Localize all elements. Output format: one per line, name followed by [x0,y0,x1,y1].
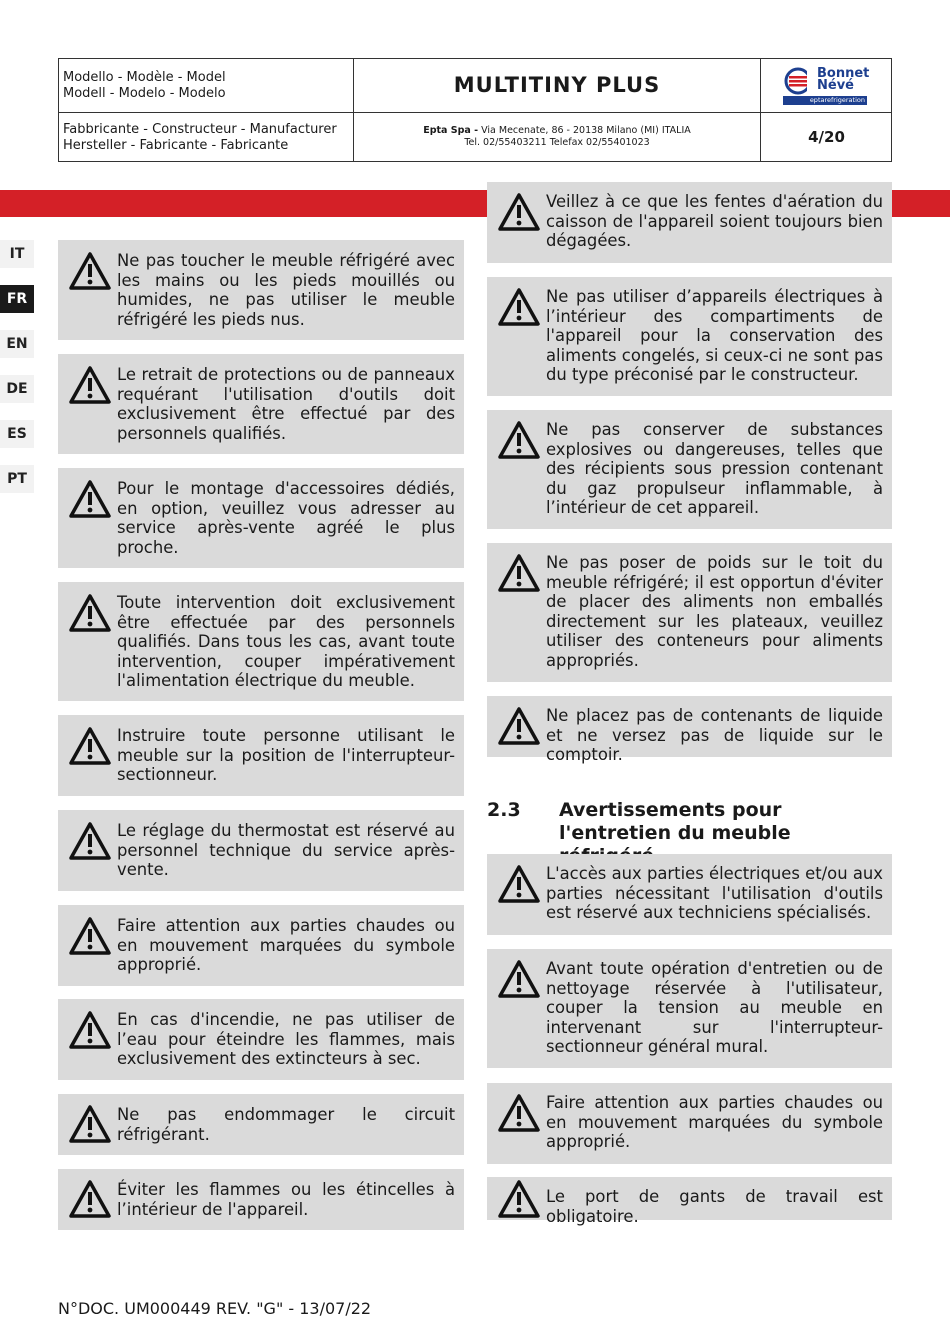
warning-text: Ne pas poser de poids sur le toit du meuble réfrigéré; il est opportun d'éviter de placer des aliments non emballés directement sur les plateaux, veuillez utiliser des conteneurs pour aliments appropriés. [546,553,883,670]
document-header [58,58,892,162]
warning-triangle-icon [497,1093,541,1133]
warning-triangle-icon [68,726,112,766]
model-label [59,59,353,112]
warning-triangle-icon [497,959,541,999]
tab-lang-en[interactable]: EN [0,330,34,358]
warning-text: Éviter les flammes ou les étincelles à l’intérieur de l'appareil. [117,1180,455,1219]
logo-mark-icon [783,67,815,95]
warning-text: Avant toute opération d'entretien ou de nettoyage réservée à l'utilisateur, couper la tension au meuble en intervenant sur l'interrupteur-sectionneur général mural. [546,959,883,1056]
warning-triangle-icon [497,553,541,593]
warning-triangle-icon [497,706,541,746]
warning-text: Ne pas conserver de substances explosives ou dangereuses, telles que des récipients sous pression contenant du gaz propulseur inflammable, à l’intérieur de cet appareil. [546,420,883,517]
manufacturer-label [59,112,353,162]
manufacturer-name: Epta Spa - [423,125,479,136]
warning-triangle-icon [497,287,541,327]
warning-text: Le réglage du thermostat est réservé au personnel technique du service après-vente. [117,821,455,879]
warning-box [487,1083,892,1164]
tab-lang-it[interactable]: IT [0,240,34,268]
manufacturer-label-line2: Hersteller - Fabricante - Fabricante [63,138,289,153]
manufacturer-info [354,113,760,149]
warning-text: Le port de gants de travail est obligatoire. [546,1187,883,1226]
warning-box [58,354,464,454]
language-tabs [0,240,34,510]
warning-box [487,543,892,682]
logo-text-bonnet: Bonnet [817,66,870,81]
tab-lang-es[interactable]: ES [0,420,34,448]
warning-triangle-icon [68,479,112,519]
manufacturer-address: Via Mecenate, 86 - 20138 Milano (MI) ITALIA [481,125,691,136]
warning-text: Ne pas utiliser d’appareils électriques à l’intérieur des compartiments de l'appareil pour la conservation des aliments congelés, si ceux-ci ne sont pas du type préconisé par le constructeur. [546,287,883,384]
warning-box [487,182,892,263]
warning-box [58,582,464,701]
warning-text: Le retrait de protections ou de panneaux requérant l'utilisation d'outils doit exclusivement être effectué par des personnels qualifiés. [117,365,455,443]
warning-box [58,1169,464,1230]
bonnet-neve-logo [783,67,871,105]
tab-lang-pt[interactable]: PT [0,465,34,493]
product-cell [353,59,761,112]
warning-text: Veillez à ce que les fentes d'aération du caisson de l'appareil soient toujours bien dégagées. [546,192,883,250]
warning-text: Ne pas endommager le circuit réfrigérant. [117,1105,455,1144]
warning-text: Instruire toute personne utilisant le meuble sur la position de l'interrupteur-sectionneur. [117,726,455,784]
manufacturer-cell [353,112,761,162]
manufacturer-label-line1: Fabbricante - Constructeur - Manufacturer [63,122,337,137]
warning-triangle-icon [68,593,112,633]
warning-text: Pour le montage d'accessoires dédiés, en option, veuillez vous adresser au service après-vente agréé le plus proche. [117,479,455,557]
warning-triangle-icon [68,251,112,291]
warning-text: Ne pas toucher le meuble réfrigéré avec les mains ou les pieds mouillés ou humides, ne pas utiliser le meuble réfrigéré les pieds nus. [117,251,455,329]
warning-box [487,696,892,764]
warning-triangle-icon [68,1010,112,1050]
page-number: 4/20 [808,128,845,146]
logo-text-neve: Névé [817,78,854,93]
warning-triangle-icon [497,192,541,232]
page-cell [761,112,892,162]
warning-text: Faire attention aux parties chaudes ou en mouvement marquées du symbole approprié. [546,1093,883,1151]
warning-box [487,410,892,529]
warning-triangle-icon [68,1179,112,1219]
model-label-line1: Modello - Modèle - Model [63,70,226,85]
warning-text: Faire attention aux parties chaudes ou en mouvement marquées du symbole approprié. [117,916,455,974]
warning-box [487,854,892,935]
warning-box [58,468,464,568]
warning-text: L'accès aux parties électriques et/ou aux parties nécessitant l'utilisation d'outils est réservé aux techniciens spécialisés. [546,864,883,922]
tab-lang-de[interactable]: DE [0,375,34,403]
section-number: 2.3 [487,799,521,821]
model-label-line2: Modell - Modelo - Modelo [63,86,226,101]
warning-box [487,277,892,396]
warning-box [487,949,892,1068]
warning-box [58,240,464,340]
warning-triangle-icon [68,916,112,956]
warning-box [58,905,464,986]
logo-bar: eptarefrigeration [783,96,867,105]
warning-triangle-icon [68,1104,112,1144]
document-footer: N°DOC. UM000449 REV. "G" - 13/07/22 [58,1299,372,1318]
warning-triangle-icon [497,1179,541,1219]
warning-box [487,1177,892,1226]
section-title: Avertissements pour l'entretien du meuble [559,799,791,844]
warning-triangle-icon [68,821,112,861]
warning-triangle-icon [497,420,541,460]
manufacturer-phone: Tel. 02/55403211 Telefax 02/55401023 [464,137,650,148]
warning-triangle-icon [68,365,112,405]
tab-lang-fr[interactable]: FR [0,285,34,313]
warning-triangle-icon [497,864,541,904]
warning-box [58,715,464,796]
warning-box [58,999,464,1080]
warning-box [58,810,464,891]
logo-cell [761,59,892,112]
warning-text: Toute intervention doit exclusivement être effectuée par des personnels qualifiés. Dans tous les cas, avant toute intervention, couper impérativement l'alimentation électrique du meuble. [117,593,455,690]
product-name: MULTITINY PLUS [453,73,661,97]
warning-box [58,1094,464,1155]
warning-text: Ne placez pas de contenants de liquide et ne versez pas de liquide sur le comptoir. [546,706,883,764]
warning-text: En cas d'incendie, ne pas utiliser de l’eau pour éteindre les flammes, mais exclusivement des extincteurs à sec. [117,1010,455,1068]
